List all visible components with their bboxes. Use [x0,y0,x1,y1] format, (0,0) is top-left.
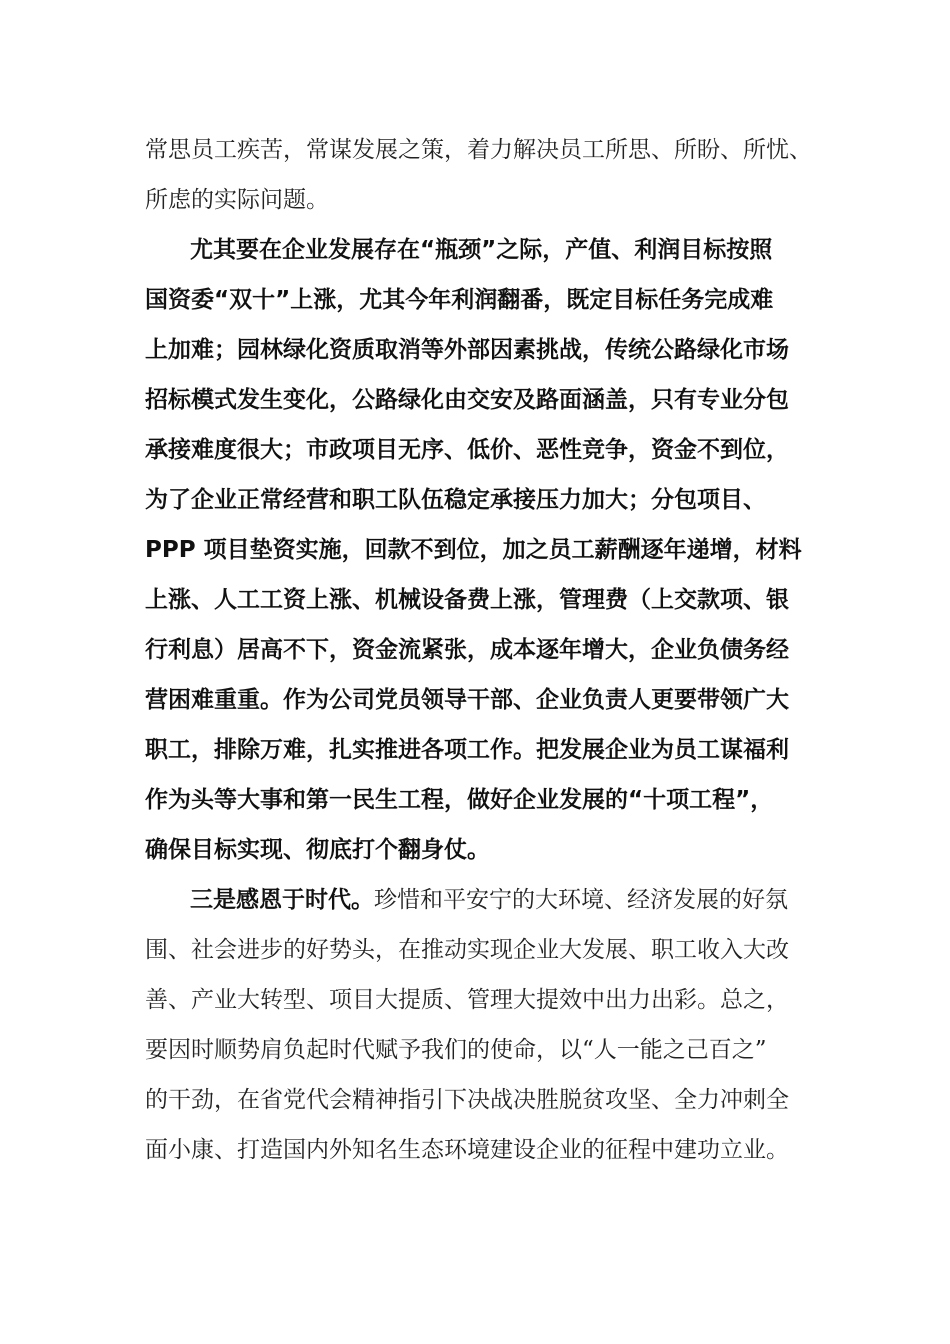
paragraph-1-line [0,130,950,170]
paragraph-2-line-13: 确保目标实现、彻底打个翻身仗。 [145,837,490,863]
paragraph-2-line [0,280,950,320]
paragraph-1-line-2: 所虑的实际问题。 [145,187,329,213]
paragraph-2-line-7: PPP 项目垫资实施，回款不到位，加之员工薪酬逐年递增，材料 [145,537,802,563]
paragraph-2-line [0,730,950,770]
paragraph-2-line [0,530,950,570]
paragraph-2-line [0,330,950,370]
paragraph-2-line-3: 上加难；园林绿化资质取消等外部因素挑战，传统公路绿化市场 [145,337,789,363]
paragraph-1-line-1: 常思员工疾苦，常谋发展之策，着力解决员工所思、所盼、所忧、 [145,137,812,163]
paragraph-2-line-12: 作为头等大事和第一民生工程，做好企业发展的“十项工程”， [145,787,774,813]
paragraph-3-line-6: 面小康、打造国内外知名生态环境建设企业的征程中建功立业。 [145,1137,789,1163]
paragraph-2-line-10: 营困难重重。作为公司党员领导干部、企业负责人更要带领广大 [145,687,789,713]
paragraph-3-line-2: 围、社会进步的好势头，在推动实现企业大发展、职工收入大改 [145,937,789,963]
paragraph-2-line-1: 尤其要在企业发展存在“瓶颈”之际，产值、利润目标按照 [190,237,773,263]
paragraph-2-line-11: 职工，排除万难，扎实推进各项工作。把发展企业为员工谋福利 [145,737,789,763]
paragraph-2-line-4: 招标模式发生变化，公路绿化由交安及路面涵盖，只有专业分包 [145,387,789,413]
paragraph-3-line-4: 要因时顺势肩负起时代赋予我们的使命，以“人一能之己百之” [145,1037,767,1063]
paragraph-2-line [0,780,950,820]
paragraph-3-line [0,980,950,1020]
paragraph-3-line [0,880,950,920]
paragraph-3-line [0,1080,950,1120]
paragraph-2-line-8: 上涨、人工工资上涨、机械设备费上涨，管理费（上交款项、银 [145,587,789,613]
paragraph-3-line-5: 的干劲，在省党代会精神指引下决战决胜脱贫攻坚、全力冲刺全 [145,1087,789,1113]
paragraph-3-line [0,1030,950,1070]
paragraph-3-heading: 三是感恩于时代。 [190,887,374,913]
paragraph-3-line [0,1130,950,1170]
paragraph-2-line [0,630,950,670]
paragraph-2-line [0,580,950,620]
paragraph-2-line-6: 为了企业正常经营和职工队伍稳定承接压力加大；分包项目、 [145,487,766,513]
paragraph-3-line-3: 善、产业大转型、项目大提质、管理大提效中出力出彩。总之， [145,987,789,1013]
paragraph-2-line [0,680,950,720]
paragraph-2-line-5: 承接难度很大；市政项目无序、低价、恶性竞争，资金不到位， [145,437,789,463]
paragraph-3-line-1-rest: 珍惜和平安宁的大环境、经济发展的好氛 [374,887,788,913]
paragraph-2-line-2: 国资委“双十”上涨，尤其今年利润翻番，既定目标任务完成难 [145,287,774,313]
paragraph-2-line [0,230,950,270]
paragraph-3-line [0,930,950,970]
paragraph-2-line [0,380,950,420]
paragraph-2-line [0,480,950,520]
paragraph-2-line [0,830,950,870]
paragraph-2-line [0,430,950,470]
paragraph-2-line-9: 行利息）居高不下，资金流紧张，成本逐年增大，企业负债务经 [145,637,789,663]
paragraph-1-line [0,180,950,220]
